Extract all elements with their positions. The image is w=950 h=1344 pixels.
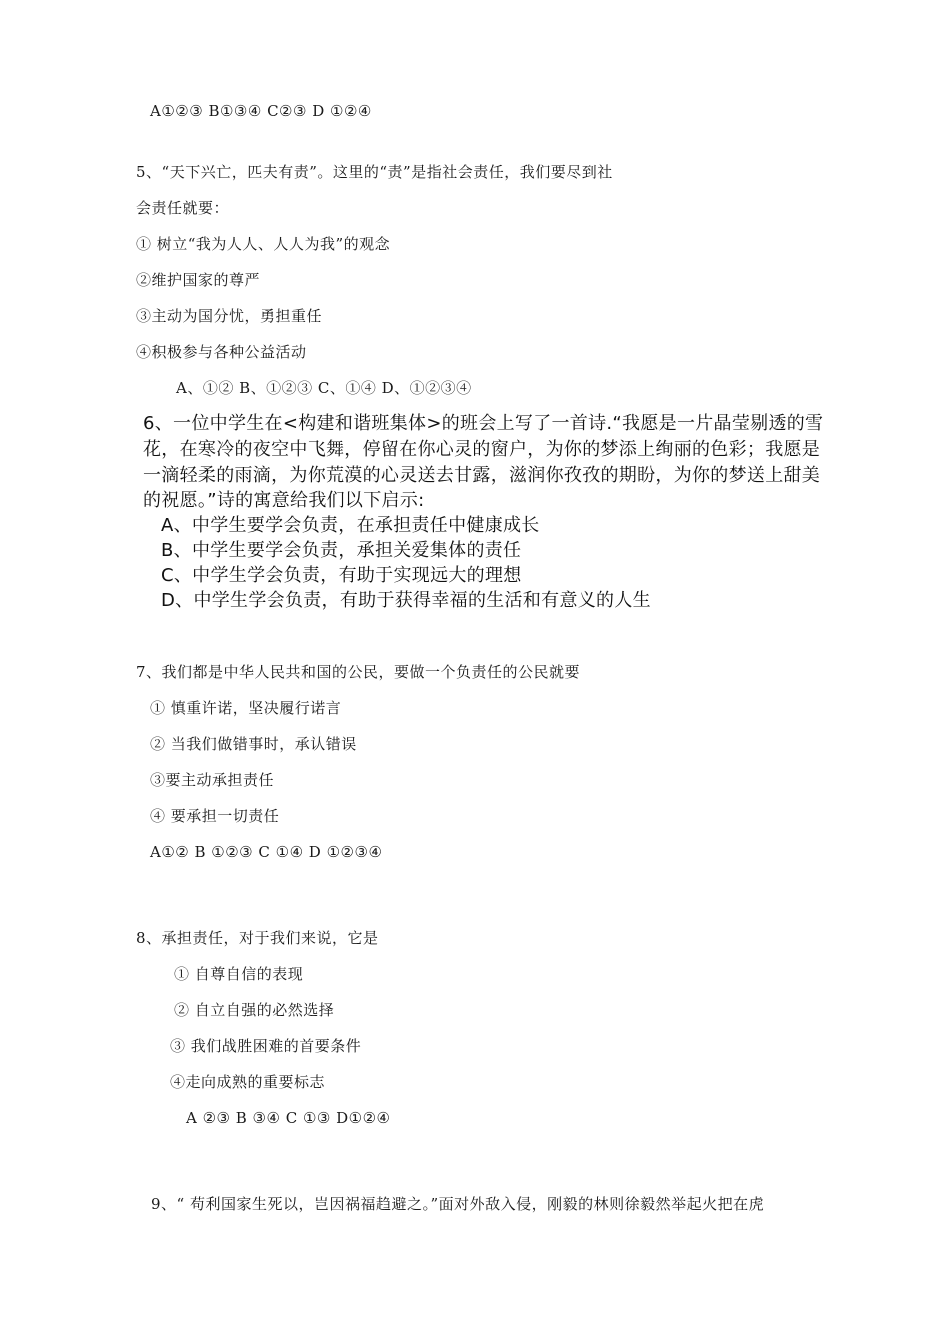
q6-option-b: B、中学生要学会负责，承担关爱集体的责任 [161,540,522,561]
q4-options: A①②③ B①③④ C②③ D ①②④ [150,102,372,120]
q5-item: ④积极参与各种公益活动 [136,343,307,361]
q5-item: ②维护国家的尊严 [136,271,261,289]
q9-stem: 9、“ 苟利国家生死以，岂因祸福趋避之。”面对外敌入侵，刚毅的林则徐毅然举起火把在虎 [151,1195,765,1213]
q5-item: ① 树立“我为人人、人人为我”的观念 [136,235,391,253]
q6-stem-line: 6、一位中学生在<构建和谐班集体>的班会上写了一首诗.“我愿是一片晶莹剔透的雪 [143,413,824,434]
q8-item: ③ 我们战胜困难的首要条件 [170,1037,362,1055]
q7-options: A①② B ①②③ C ①④ D ①②③④ [150,843,383,861]
q6-stem-line: 一滴轻柔的雨滴，为你荒漠的心灵送去甘露，滋润你孜孜的期盼，为你的梦送上甜美 [143,465,821,486]
q8-item: ① 自尊自信的表现 [174,965,304,983]
q8-item: ④走向成熟的重要标志 [170,1073,326,1091]
q7-item: ② 当我们做错事时，承认错误 [150,735,357,753]
q8-item: ② 自立自强的必然选择 [174,1001,335,1019]
q6-option-c: C、中学生学会负责，有助于实现远大的理想 [161,565,522,586]
q5-stem-line1: 5、“天下兴亡，匹夫有责”。这里的“责”是指社会责任，我们要尽到社 [136,163,613,181]
q6-option-d: D、中学生学会负责，有助于获得幸福的生活和有意义的人生 [161,590,651,611]
q7-item: ① 慎重许诺，坚决履行诺言 [150,699,342,717]
q5-stem-line2: 会责任就要： [136,199,230,217]
q6-option-a: A、中学生要学会负责，在承担责任中健康成长 [161,515,540,536]
q7-item: ④ 要承担一切责任 [150,807,280,825]
q5-item: ③主动为国分忧，勇担重任 [136,307,323,325]
q5-options: A、①② B、①②③ C、①④ D、①②③④ [176,379,472,397]
q6-stem-line: 的祝愿。”诗的寓意给我们以下启示: [143,490,425,511]
q7-item: ③要主动承担责任 [150,771,275,789]
q7-stem: 7、我们都是中华人民共和国的公民，要做一个负责任的公民就要 [136,663,581,681]
q8-stem: 8、承担责任，对于我们来说，它是 [136,929,379,947]
q6-stem-line: 花，在寒冷的夜空中飞舞，停留在你心灵的窗户，为你的梦添上绚丽的色彩；我愿是 [143,439,821,460]
q8-options: A ②③ B ③④ C ①③ D①②④ [186,1109,391,1127]
